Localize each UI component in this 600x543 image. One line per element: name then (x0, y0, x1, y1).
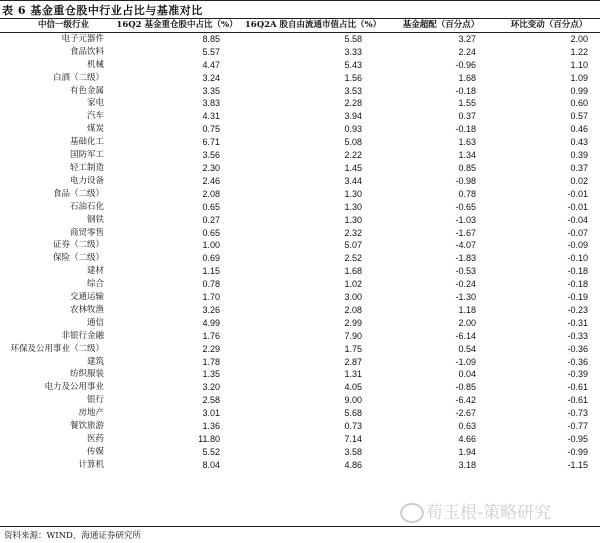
market-share-cell: 2.52 (344, 253, 362, 264)
market-share-cell: 3.58 (344, 446, 362, 457)
table-row (0, 110, 600, 123)
overweight-cell: -0.18 (455, 85, 476, 96)
fund-share-cell: 4.31 (202, 111, 220, 122)
table-footer (0, 526, 600, 543)
overweight-cell: -0.65 (455, 201, 476, 212)
qoq-change-cell: -0.61 (567, 395, 588, 406)
qoq-change-cell: -0.61 (567, 382, 588, 393)
table-row (0, 201, 600, 214)
overweight-cell: 0.85 (458, 162, 476, 173)
table-row (0, 123, 600, 136)
market-share-cell: 0.73 (344, 421, 362, 432)
industry-cell: 电子元器件 (61, 33, 104, 44)
table-row (0, 46, 600, 59)
industry-cell: 通信 (86, 317, 104, 328)
market-share-cell: 1.68 (344, 266, 362, 277)
industry-cell: 非银行金融 (61, 330, 104, 341)
table-row (0, 252, 600, 265)
fund-share-cell: 0.78 (202, 279, 220, 290)
fund-share-cell: 2.46 (202, 175, 220, 186)
market-share-cell: 9.00 (344, 395, 362, 406)
qoq-change-cell: -0.95 (567, 434, 588, 444)
fund-share-cell: 1.00 (202, 240, 220, 251)
industry-cell: 食品饮料 (69, 46, 104, 57)
market-share-cell: 1.02 (344, 279, 362, 290)
qoq-change-cell: -0.04 (567, 214, 588, 225)
table-row (0, 175, 600, 188)
market-share-cell: 1.30 (344, 201, 362, 212)
market-share-cell: 7.90 (344, 330, 362, 341)
industry-cell: 钢铁 (86, 214, 104, 225)
industry-allocation-table (0, 19, 600, 472)
market-share-cell: 1.75 (344, 343, 362, 354)
market-share-cell: 1.56 (344, 72, 362, 83)
fund-share-cell: 3.01 (202, 408, 220, 419)
qoq-change-cell: 0.46 (570, 124, 588, 135)
market-share-cell: 5.08 (344, 137, 362, 148)
industry-cell: 机械 (86, 59, 104, 70)
qoq-change-cell: -0.10 (567, 253, 588, 264)
qoq-change-cell: -1.15 (567, 459, 588, 470)
industry-cell: 银行 (86, 395, 104, 406)
fund-share-cell: 0.69 (202, 253, 220, 264)
industry-cell: 房地产 (78, 408, 104, 419)
qoq-change-cell: -0.09 (567, 240, 588, 251)
fund-share-cell: 6.71 (202, 137, 220, 148)
table-row (0, 136, 600, 149)
fund-share-cell: 3.56 (202, 150, 220, 161)
fund-share-cell: 4.47 (202, 59, 220, 70)
qoq-change-cell: 1.10 (570, 59, 588, 70)
industry-cell: 建材 (86, 266, 104, 277)
overweight-cell: 0.04 (458, 369, 476, 380)
market-share-cell: 0.93 (344, 124, 362, 135)
industry-cell: 白酒（二级） (52, 72, 104, 83)
fund-share-cell: 1.35 (202, 369, 220, 380)
fund-share-cell: 2.29 (202, 343, 220, 354)
fund-share-cell: 0.75 (202, 124, 220, 135)
qoq-change-cell: -0.36 (567, 356, 588, 367)
fund-share-cell: 0.65 (202, 227, 220, 238)
overweight-cell: 0.37 (458, 111, 476, 122)
overweight-cell: 1.18 (458, 304, 476, 315)
overweight-cell: -1.09 (455, 356, 476, 367)
table-row (0, 330, 600, 343)
overweight-cell: -6.14 (455, 330, 476, 341)
wechat-icon (400, 503, 424, 523)
market-share-cell: 5.43 (344, 59, 362, 70)
overweight-cell: 0.54 (458, 343, 476, 354)
qoq-change-cell: -0.18 (567, 266, 588, 277)
overweight-cell: 0.63 (458, 421, 476, 432)
qoq-change-cell: -0.77 (567, 421, 588, 432)
fund-share-cell: 3.20 (202, 382, 220, 393)
overweight-cell: 3.18 (458, 459, 476, 470)
industry-cell: 传媒 (86, 446, 104, 457)
industry-cell: 交通运输 (69, 292, 104, 303)
market-share-cell: 3.33 (344, 46, 362, 57)
market-share-cell: 2.28 (344, 98, 362, 109)
industry-cell: 保险（二级） (52, 253, 104, 264)
table-body (0, 32, 600, 471)
overweight-cell: -0.98 (455, 175, 476, 186)
market-share-cell: 2.08 (344, 304, 362, 315)
industry-cell: 电力设备 (69, 175, 104, 186)
table-row (0, 381, 600, 394)
industry-cell: 环保及公用事业（二级） (10, 343, 104, 354)
market-share-cell: 1.30 (344, 214, 362, 225)
table-row (0, 239, 600, 252)
overweight-cell: 3.27 (458, 33, 476, 44)
table-row (0, 32, 600, 45)
qoq-change-cell: 1.22 (570, 46, 588, 57)
overweight-cell: -0.18 (455, 124, 476, 135)
qoq-change-cell: -0.73 (567, 408, 588, 419)
overweight-cell: -0.96 (455, 59, 476, 70)
industry-cell: 证券（二级） (52, 240, 104, 251)
qoq-change-cell: 2.00 (570, 33, 588, 44)
overweight-cell: -0.24 (455, 279, 476, 290)
table-row (0, 317, 600, 330)
market-share-cell: 3.53 (344, 85, 362, 96)
market-share-cell: 3.00 (344, 292, 362, 303)
qoq-change-cell: -0.01 (567, 188, 588, 199)
fund-share-cell: 8.04 (202, 459, 220, 470)
overweight-cell: 1.34 (458, 150, 476, 161)
overweight-cell: -6.42 (455, 395, 476, 406)
table-row (0, 304, 600, 317)
qoq-change-cell: -0.07 (567, 227, 588, 238)
industry-cell: 医药 (86, 434, 104, 444)
column-header-qoq-change: 环比变动（百分点） (498, 19, 600, 32)
column-header-overweight: 基金超配（百分点） (384, 19, 498, 32)
market-share-cell: 7.14 (344, 434, 362, 444)
qoq-change-cell: -0.01 (567, 201, 588, 212)
qoq-change-cell: 1.09 (570, 72, 588, 83)
overweight-cell: 1.94 (458, 446, 476, 457)
qoq-change-cell: 0.99 (570, 85, 588, 96)
fund-share-cell: 1.15 (202, 266, 220, 277)
market-share-cell: 1.45 (344, 162, 362, 173)
table-title: 表 6 基金重仓股中行业占比与基准对比 (2, 4, 203, 17)
table-row (0, 459, 600, 472)
market-share-cell: 1.30 (344, 188, 362, 199)
table-row (0, 394, 600, 407)
industry-cell: 农林牧渔 (69, 304, 104, 315)
fund-share-cell: 5.52 (202, 446, 220, 457)
qoq-change-cell: 0.02 (570, 175, 588, 186)
industry-cell: 计算机 (78, 459, 104, 470)
table-row (0, 446, 600, 459)
industry-cell: 建筑 (86, 356, 104, 367)
industry-cell: 有色金属 (69, 85, 104, 96)
market-share-cell: 5.07 (344, 240, 362, 251)
fund-share-cell: 0.65 (202, 201, 220, 212)
industry-cell: 煤炭 (86, 124, 104, 135)
table-row (0, 343, 600, 356)
column-header-fund-share: 16Q2 基金重仓股中占比（%） (112, 19, 242, 32)
industry-cell: 餐饮旅游 (69, 421, 104, 432)
source-note: 资料来源：WIND，海通证券研究所 (4, 531, 141, 541)
industry-cell: 轻工制造 (69, 162, 104, 173)
qoq-change-cell: -0.39 (567, 369, 588, 380)
fund-share-cell: 1.36 (202, 421, 220, 432)
market-share-cell: 5.68 (344, 408, 362, 419)
table-row (0, 85, 600, 98)
market-share-cell: 2.22 (344, 150, 362, 161)
table-header-row (0, 19, 600, 32)
market-share-cell: 4.86 (344, 459, 362, 470)
industry-cell: 纺织服装 (69, 369, 104, 380)
qoq-change-cell: -0.18 (567, 279, 588, 290)
table-row (0, 97, 600, 110)
table-row (0, 265, 600, 278)
market-share-cell: 5.58 (344, 33, 362, 44)
fund-share-cell: 2.30 (202, 162, 220, 173)
table-row (0, 368, 600, 381)
table-row (0, 356, 600, 369)
table-row (0, 149, 600, 162)
industry-cell: 食品（二级） (52, 188, 104, 199)
table-row (0, 433, 600, 446)
market-share-cell: 3.44 (344, 175, 362, 186)
overweight-cell: 2.24 (458, 46, 476, 57)
table-row (0, 407, 600, 420)
fund-share-cell: 3.35 (202, 85, 220, 96)
overweight-cell: -1.30 (455, 292, 476, 303)
industry-cell: 家电 (86, 98, 104, 109)
market-share-cell: 4.05 (344, 382, 362, 393)
fund-share-cell: 2.58 (202, 395, 220, 406)
fund-share-cell: 4.99 (202, 317, 220, 328)
qoq-change-cell: -0.31 (567, 317, 588, 328)
industry-cell: 电力及公用事业 (44, 382, 104, 393)
overweight-cell: -0.53 (455, 266, 476, 277)
fund-share-cell: 5.57 (202, 46, 220, 57)
fund-share-cell: 8.85 (202, 33, 220, 44)
qoq-change-cell: -0.23 (567, 304, 588, 315)
fund-share-cell: 0.27 (202, 214, 220, 225)
qoq-change-cell: -0.33 (567, 330, 588, 341)
qoq-change-cell: -0.99 (567, 446, 588, 457)
watermark (400, 498, 551, 523)
industry-cell: 汽车 (86, 111, 104, 122)
overweight-cell: -1.83 (455, 253, 476, 264)
overweight-cell: 4.66 (458, 434, 476, 444)
fund-share-cell: 11.80 (198, 434, 220, 444)
overweight-cell: 0.78 (458, 188, 476, 199)
fund-share-cell: 1.70 (202, 292, 220, 303)
table-row (0, 420, 600, 433)
watermark-text: 荀玉根-策略研究 (426, 503, 552, 523)
overweight-cell: 1.55 (458, 98, 476, 109)
market-share-cell: 3.94 (344, 111, 362, 122)
market-share-cell: 2.87 (344, 356, 362, 367)
market-share-cell: 1.31 (344, 369, 362, 380)
qoq-change-cell: 0.43 (570, 137, 588, 148)
industry-cell: 商贸零售 (69, 227, 104, 238)
industry-cell: 石油石化 (69, 201, 104, 212)
overweight-cell: -1.67 (455, 227, 476, 238)
table-row (0, 72, 600, 85)
qoq-change-cell: -0.19 (567, 292, 588, 303)
fund-share-cell: 3.83 (202, 98, 220, 109)
market-share-cell: 2.99 (344, 317, 362, 328)
overweight-cell: -0.85 (455, 382, 476, 393)
table-row (0, 188, 600, 201)
qoq-change-cell: 0.57 (570, 111, 588, 122)
fund-share-cell: 3.24 (202, 72, 220, 83)
fund-share-cell: 3.26 (202, 304, 220, 315)
table-row (0, 162, 600, 175)
table-title-bar (0, 0, 600, 19)
overweight-cell: 1.68 (458, 72, 476, 83)
qoq-change-cell: -0.36 (567, 343, 588, 354)
table-row (0, 291, 600, 304)
table-row (0, 59, 600, 72)
fund-share-cell: 1.76 (202, 330, 220, 341)
qoq-change-cell: 0.60 (570, 98, 588, 109)
qoq-change-cell: 0.39 (570, 150, 588, 161)
table-row (0, 214, 600, 227)
table-row (0, 227, 600, 240)
market-share-cell: 2.32 (344, 227, 362, 238)
table-row (0, 278, 600, 291)
overweight-cell: -1.03 (455, 214, 476, 225)
overweight-cell: -2.67 (455, 408, 476, 419)
column-header-market-share: 16Q2A 股自由流通市值占比（%） (242, 19, 384, 32)
overweight-cell: 2.00 (458, 317, 476, 328)
fund-share-cell: 2.08 (202, 188, 220, 199)
qoq-change-cell: 0.37 (570, 162, 588, 173)
fund-share-cell: 1.78 (202, 356, 220, 367)
column-header-industry: 中信一级行业 (0, 19, 112, 32)
industry-cell: 国防军工 (69, 150, 104, 161)
industry-cell: 综合 (86, 279, 104, 290)
overweight-cell: -4.07 (455, 240, 476, 251)
industry-cell: 基础化工 (69, 137, 104, 148)
overweight-cell: 1.63 (458, 137, 476, 148)
